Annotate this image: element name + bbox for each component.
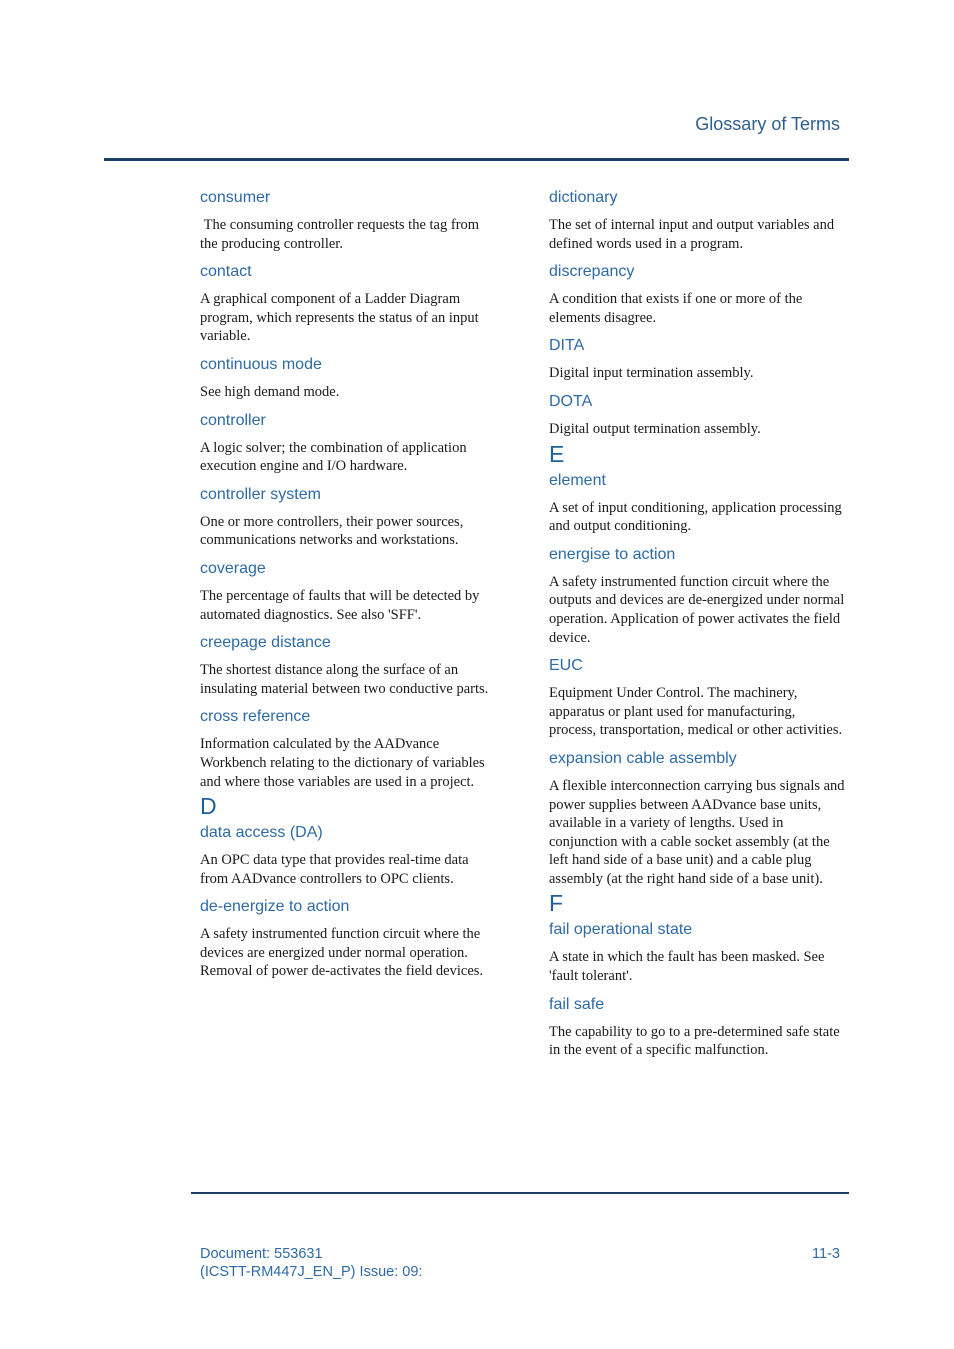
glossary-definition: A condition that exists if one or more of the elements disagree.	[549, 291, 803, 326]
section-letter-e: E	[549, 440, 565, 467]
glossary-definition: Digital output termination assembly.	[549, 420, 761, 437]
glossary-definition: A safety instrumented function circuit where the devices are energized under normal operation. Removal of power de-activates the field devices.	[200, 926, 484, 980]
glossary-term: element	[549, 471, 606, 489]
glossary-term: fail safe	[549, 995, 605, 1013]
glossary-definition: A safety instrumented function circuit where the outputs and devices are de-energized under normal operation. Application of power activates the field device.	[549, 573, 845, 646]
footer-divider	[191, 1192, 849, 1194]
glossary-definition: The shortest distance along the surface of an insulating material between two conductive parts.	[200, 662, 489, 697]
glossary-definition: Information calculated by the AADvance Workbench relating to the dictionary of variables and where those variables are used in a project.	[200, 736, 485, 790]
glossary-term: dictionary	[549, 189, 618, 206]
footer-document-issue: (ICSTT-RM447J_EN_P) Issue: 09:	[200, 1264, 423, 1280]
glossary-definition: The percentage of faults that will be detected by automated diagnostics. See also 'SFF'.	[200, 587, 480, 623]
glossary-term: creepage distance	[200, 634, 331, 652]
page-header-title: Glossary of Terms	[695, 114, 840, 134]
glossary-column-right	[549, 188, 845, 1069]
page-number: 11-3	[812, 1246, 840, 1262]
glossary-term: continuous mode	[200, 355, 322, 373]
glossary-definition: Equipment Under Control. The machinery, apparatus or plant used for manufacturing, process, transportation, medical or other activities.	[549, 685, 843, 739]
glossary-term: contact	[200, 263, 252, 281]
glossary-term: controller	[200, 411, 266, 429]
glossary-definition: A graphical component of a Ladder Diagram program, which represents the status of an input variable.	[200, 291, 479, 345]
section-letter-d: D	[200, 793, 217, 820]
glossary-term: energise to action	[549, 545, 676, 563]
glossary-term: consumer	[200, 189, 271, 206]
glossary-term: discrepancy	[549, 263, 635, 281]
glossary-term: de-energize to action	[200, 898, 350, 916]
glossary-definition: A logic solver; the combination of application execution engine and I/O hardware.	[200, 439, 467, 475]
glossary-definition: A flexible interconnection carrying bus signals and power supplies between AADvance base units, available in a variety of lengths. Used in conjunction with a cable socket assembly (at the left hand side of a base unit) and a cable plug assembly (at the right hand side of a base unit).	[549, 777, 845, 887]
glossary-term: coverage	[200, 559, 266, 577]
glossary-term: DITA	[549, 337, 585, 355]
glossary-definition: The consuming controller requests the tag from the producing controller.	[200, 217, 483, 252]
footer-document-info	[200, 1245, 422, 1281]
glossary-term: controller system	[200, 485, 321, 503]
glossary-term: DOTA	[549, 392, 593, 410]
glossary-definition: An OPC data type that provides real-time data from AADvance controllers to OPC clients.	[200, 852, 469, 887]
section-letter-f: F	[549, 890, 564, 917]
glossary-definition: One or more controllers, their power sources, communications networks and workstations.	[200, 513, 464, 549]
glossary-term: cross reference	[200, 708, 311, 726]
glossary-definition: A set of input conditioning, application processing and output conditioning.	[549, 499, 842, 535]
glossary-term: expansion cable assembly	[549, 749, 737, 767]
glossary-definition: A state in which the fault has been masked. See 'fault tolerant'.	[549, 949, 825, 985]
glossary-definition: The capability to go to a pre-determined safe state in the event of a specific malfunction.	[549, 1023, 840, 1059]
glossary-term: fail operational state	[549, 921, 693, 939]
glossary-definition: The set of internal input and output variables and defined words used in a program.	[549, 217, 835, 252]
glossary-term: data access (DA)	[200, 824, 323, 842]
glossary-term: EUC	[549, 657, 583, 675]
glossary-definition: Digital input termination assembly.	[549, 365, 754, 382]
glossary-definition: See high demand mode.	[200, 383, 340, 400]
glossary-column-left	[200, 188, 496, 990]
header-divider	[104, 158, 849, 161]
footer-document-number: Document: 553631	[200, 1246, 323, 1262]
